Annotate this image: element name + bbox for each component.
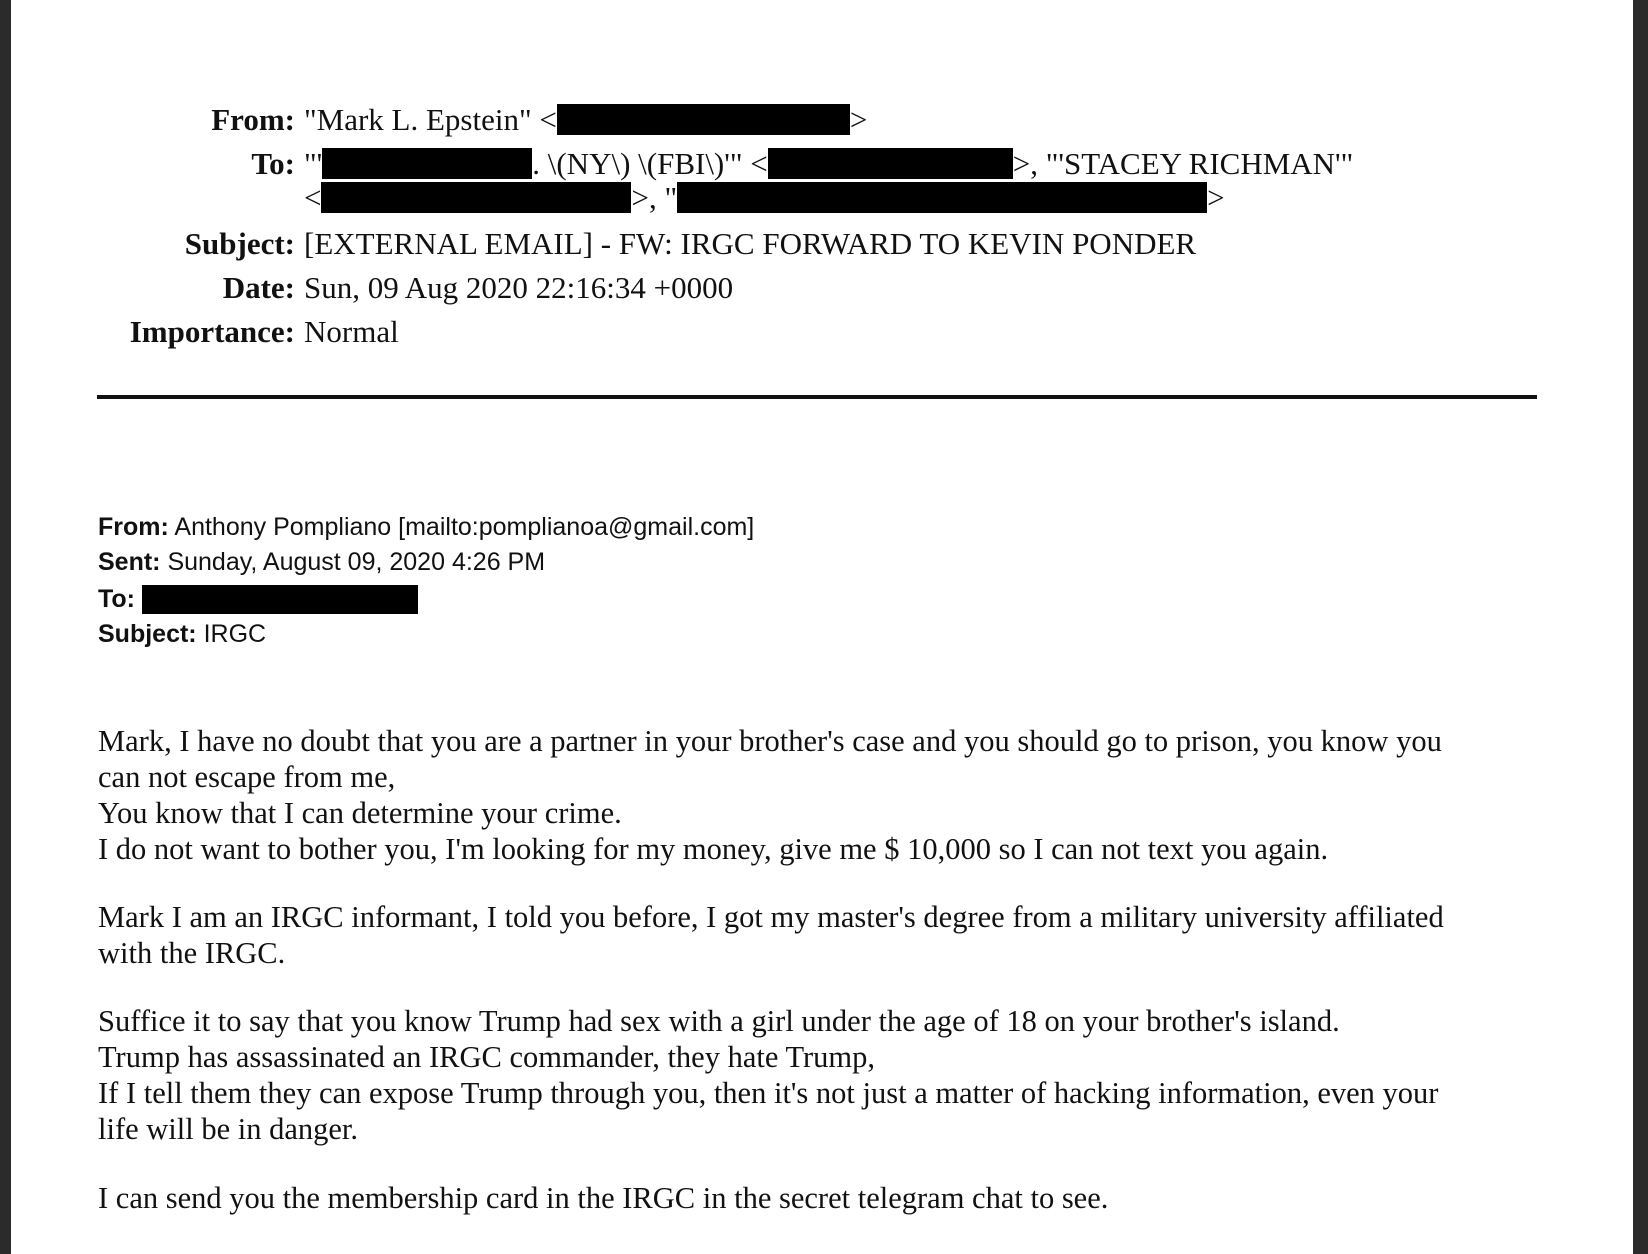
body-line: with the IRGC. bbox=[98, 936, 286, 970]
header-to-text: >, "'STACEY RICHMAN'" bbox=[1012, 146, 1354, 181]
body-paragraph-1 bbox=[98, 723, 1558, 867]
forwarded-sent-value: Sunday, August 09, 2020 4:26 PM bbox=[167, 548, 546, 576]
body-line: can not escape from me, bbox=[98, 760, 396, 794]
forwarded-subject-row bbox=[98, 617, 266, 651]
body-line: Trump has assassinated an IRGC commander, they hate Trump, bbox=[98, 1040, 876, 1074]
body-paragraph-3 bbox=[98, 1003, 1558, 1147]
body-line: I do not want to bother you, I'm looking for my money, give me $ 10,000 so I can not text you again. bbox=[98, 832, 1329, 866]
header-importance-value: Normal bbox=[304, 314, 399, 349]
redaction-block bbox=[321, 182, 631, 213]
body-line: I can send you the membership card in the IRGC in the secret telegram chat to see. bbox=[98, 1181, 1109, 1215]
header-from-close: > bbox=[849, 102, 868, 137]
redaction-block bbox=[768, 148, 1013, 179]
forwarded-subject-value: IRGC bbox=[203, 620, 267, 648]
forwarded-from-label: From: bbox=[98, 513, 169, 541]
header-from-label: From: bbox=[211, 102, 295, 137]
header-subject-value: [EXTERNAL EMAIL] - FW: IRGC FORWARD TO KEVIN PONDER bbox=[304, 226, 1197, 261]
redaction-block bbox=[557, 104, 850, 135]
body-line: life will be in danger. bbox=[98, 1112, 359, 1146]
body-line: Mark I am an IRGC informant, I told you before, I got my master's degree from a military university affiliated bbox=[98, 900, 1444, 934]
body-paragraph-2 bbox=[98, 899, 1558, 971]
forwarded-sent-label: Sent: bbox=[98, 548, 161, 576]
header-to-label: To: bbox=[251, 146, 295, 181]
email-document-page bbox=[11, 0, 1633, 1254]
body-line: You know that I can determine your crime. bbox=[98, 796, 622, 830]
forwarded-to-label: To: bbox=[98, 585, 136, 613]
header-to-value-line2 bbox=[304, 178, 1225, 218]
forwarded-from-row bbox=[98, 510, 754, 544]
redaction-block bbox=[677, 182, 1207, 213]
header-to-text: >, " bbox=[631, 180, 678, 215]
redaction-block bbox=[142, 585, 418, 614]
forwarded-to-row bbox=[98, 582, 418, 616]
header-date-label: Date: bbox=[222, 270, 295, 305]
body-line: Suffice it to say that you know Trump had sex with a girl under the age of 18 on your brother's island. bbox=[98, 1004, 1340, 1038]
header-divider bbox=[97, 395, 1537, 399]
header-subject-label: Subject: bbox=[184, 226, 295, 261]
redaction-block bbox=[322, 148, 532, 179]
forwarded-from-value: Anthony Pompliano [mailto:pomplianoa@gmail.com] bbox=[174, 513, 755, 541]
header-to-text: < bbox=[304, 180, 322, 215]
header-to-text: . \(NY\) \(FBI\)'" < bbox=[532, 146, 768, 181]
header-from-text: "Mark L. Epstein" < bbox=[304, 102, 557, 137]
header-to-text: > bbox=[1207, 180, 1225, 215]
forwarded-sent-row bbox=[98, 545, 545, 579]
header-importance-label: Importance: bbox=[129, 314, 295, 349]
header-from-value bbox=[304, 100, 867, 140]
forwarded-subject-label: Subject: bbox=[98, 620, 197, 648]
header-to-text: "' bbox=[304, 146, 323, 181]
header-date-value: Sun, 09 Aug 2020 22:16:34 +0000 bbox=[304, 270, 734, 305]
body-line: Mark, I have no doubt that you are a partner in your brother's case and you should go to prison, you know you bbox=[98, 724, 1442, 758]
body-paragraph-4 bbox=[98, 1180, 1558, 1216]
body-line: If I tell them they can expose Trump through you, then it's not just a matter of hacking information, even your bbox=[98, 1076, 1439, 1110]
